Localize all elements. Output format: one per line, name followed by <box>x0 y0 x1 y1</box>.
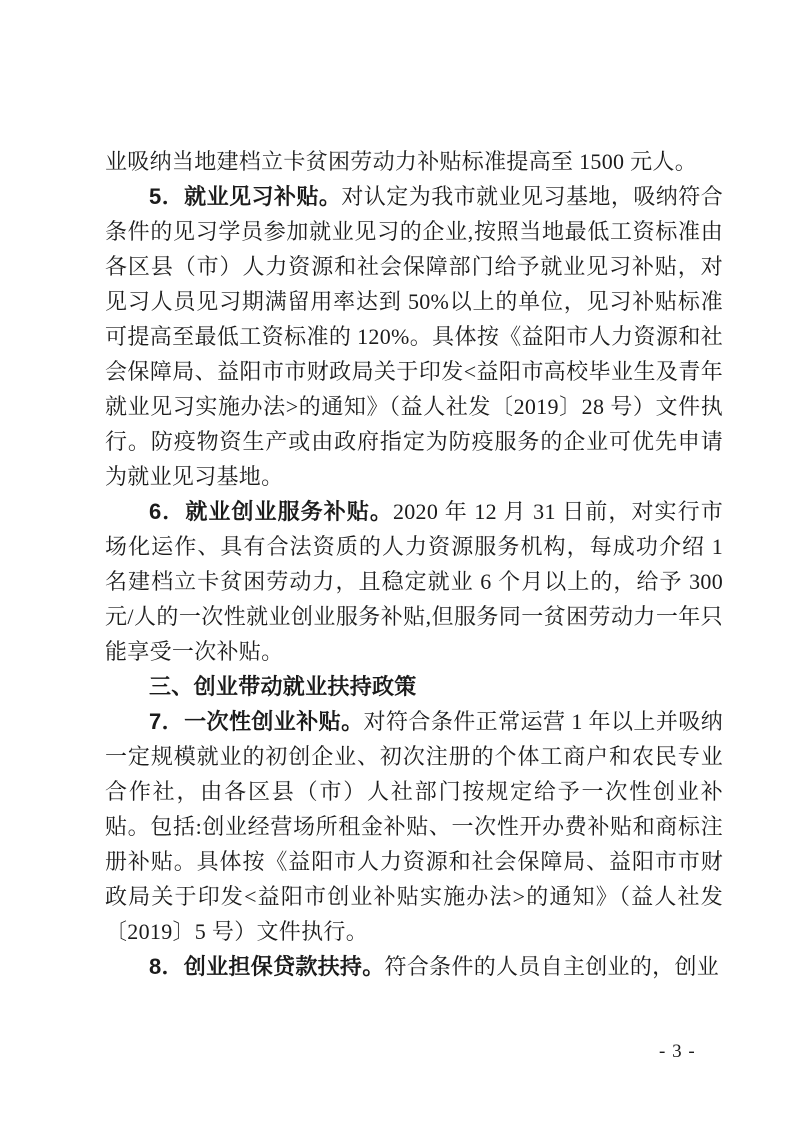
paragraph-lead: 7．一次性创业补贴。 <box>149 709 364 734</box>
paragraph <box>105 144 723 179</box>
paragraph-lead: 8．创业担保贷款扶持。 <box>149 954 385 979</box>
paragraph-text: 三、创业带动就业扶持政策 <box>149 674 417 699</box>
paragraph <box>105 949 723 984</box>
paragraph-text: 业吸纳当地建档立卡贫困劳动力补贴标准提高至 1500 元人。 <box>105 149 698 174</box>
section-heading <box>105 669 723 704</box>
paragraph-lead: 6．就业创业服务补贴。 <box>149 499 393 524</box>
paragraph <box>105 704 723 949</box>
paragraph <box>105 494 723 669</box>
paragraph <box>105 179 723 494</box>
paragraph-text: 符合条件的人员自主创业的，创业 <box>384 954 720 979</box>
paragraph-text: 对认定为我市就业见习基地，吸纳符合条件的见习学员参加就业见习的企业,按照当地最低工资标准由各区县（市）人力资源和社会保障部门给予就业见习补贴，对见习人员见习期满留用率达到 50%以上的单位，见习补贴标准可提高至最低工资标准的 120%。具体按《益阳市人力资源和社会保障局、益阳市市财政局关于印发<益阳市高校毕业生及青年就业见习实施办法>的通知》（益人社发〔2019〕28 号）文件执行。防疫物资生产或由政府指定为防疫服务的企业可优先申请为就业见习基地。 <box>105 184 723 489</box>
paragraph-lead: 5．就业见习补贴。 <box>149 184 342 209</box>
document-body <box>105 144 723 984</box>
page-number: - 3 - <box>659 1041 696 1062</box>
paragraph-text: 对符合条件正常运营 1 年以上并吸纳一定规模就业的初创企业、初次注册的个体工商户和农民专业合作社，由各区县（市）人社部门按规定给予一次性创业补贴。包括:创业经营场所租金补贴、一次性开办费补贴和商标注册补贴。具体按《益阳市人力资源和社会保障局、益阳市市财政局关于印发<益阳市创业补贴实施办法>的通知》（益人社发〔2019〕5 号）文件执行。 <box>105 709 723 944</box>
paragraph-text: 2020 年 12 月 31 日前，对实行市场化运作、具有合法资质的人力资源服务机构，每成功介绍 1 名建档立卡贫困劳动力，且稳定就业 6 个月以上的，给予 300 元/人的一次性就业创业服务补贴,但服务同一贫困劳动力一年只能享受一次补贴。 <box>105 499 723 664</box>
